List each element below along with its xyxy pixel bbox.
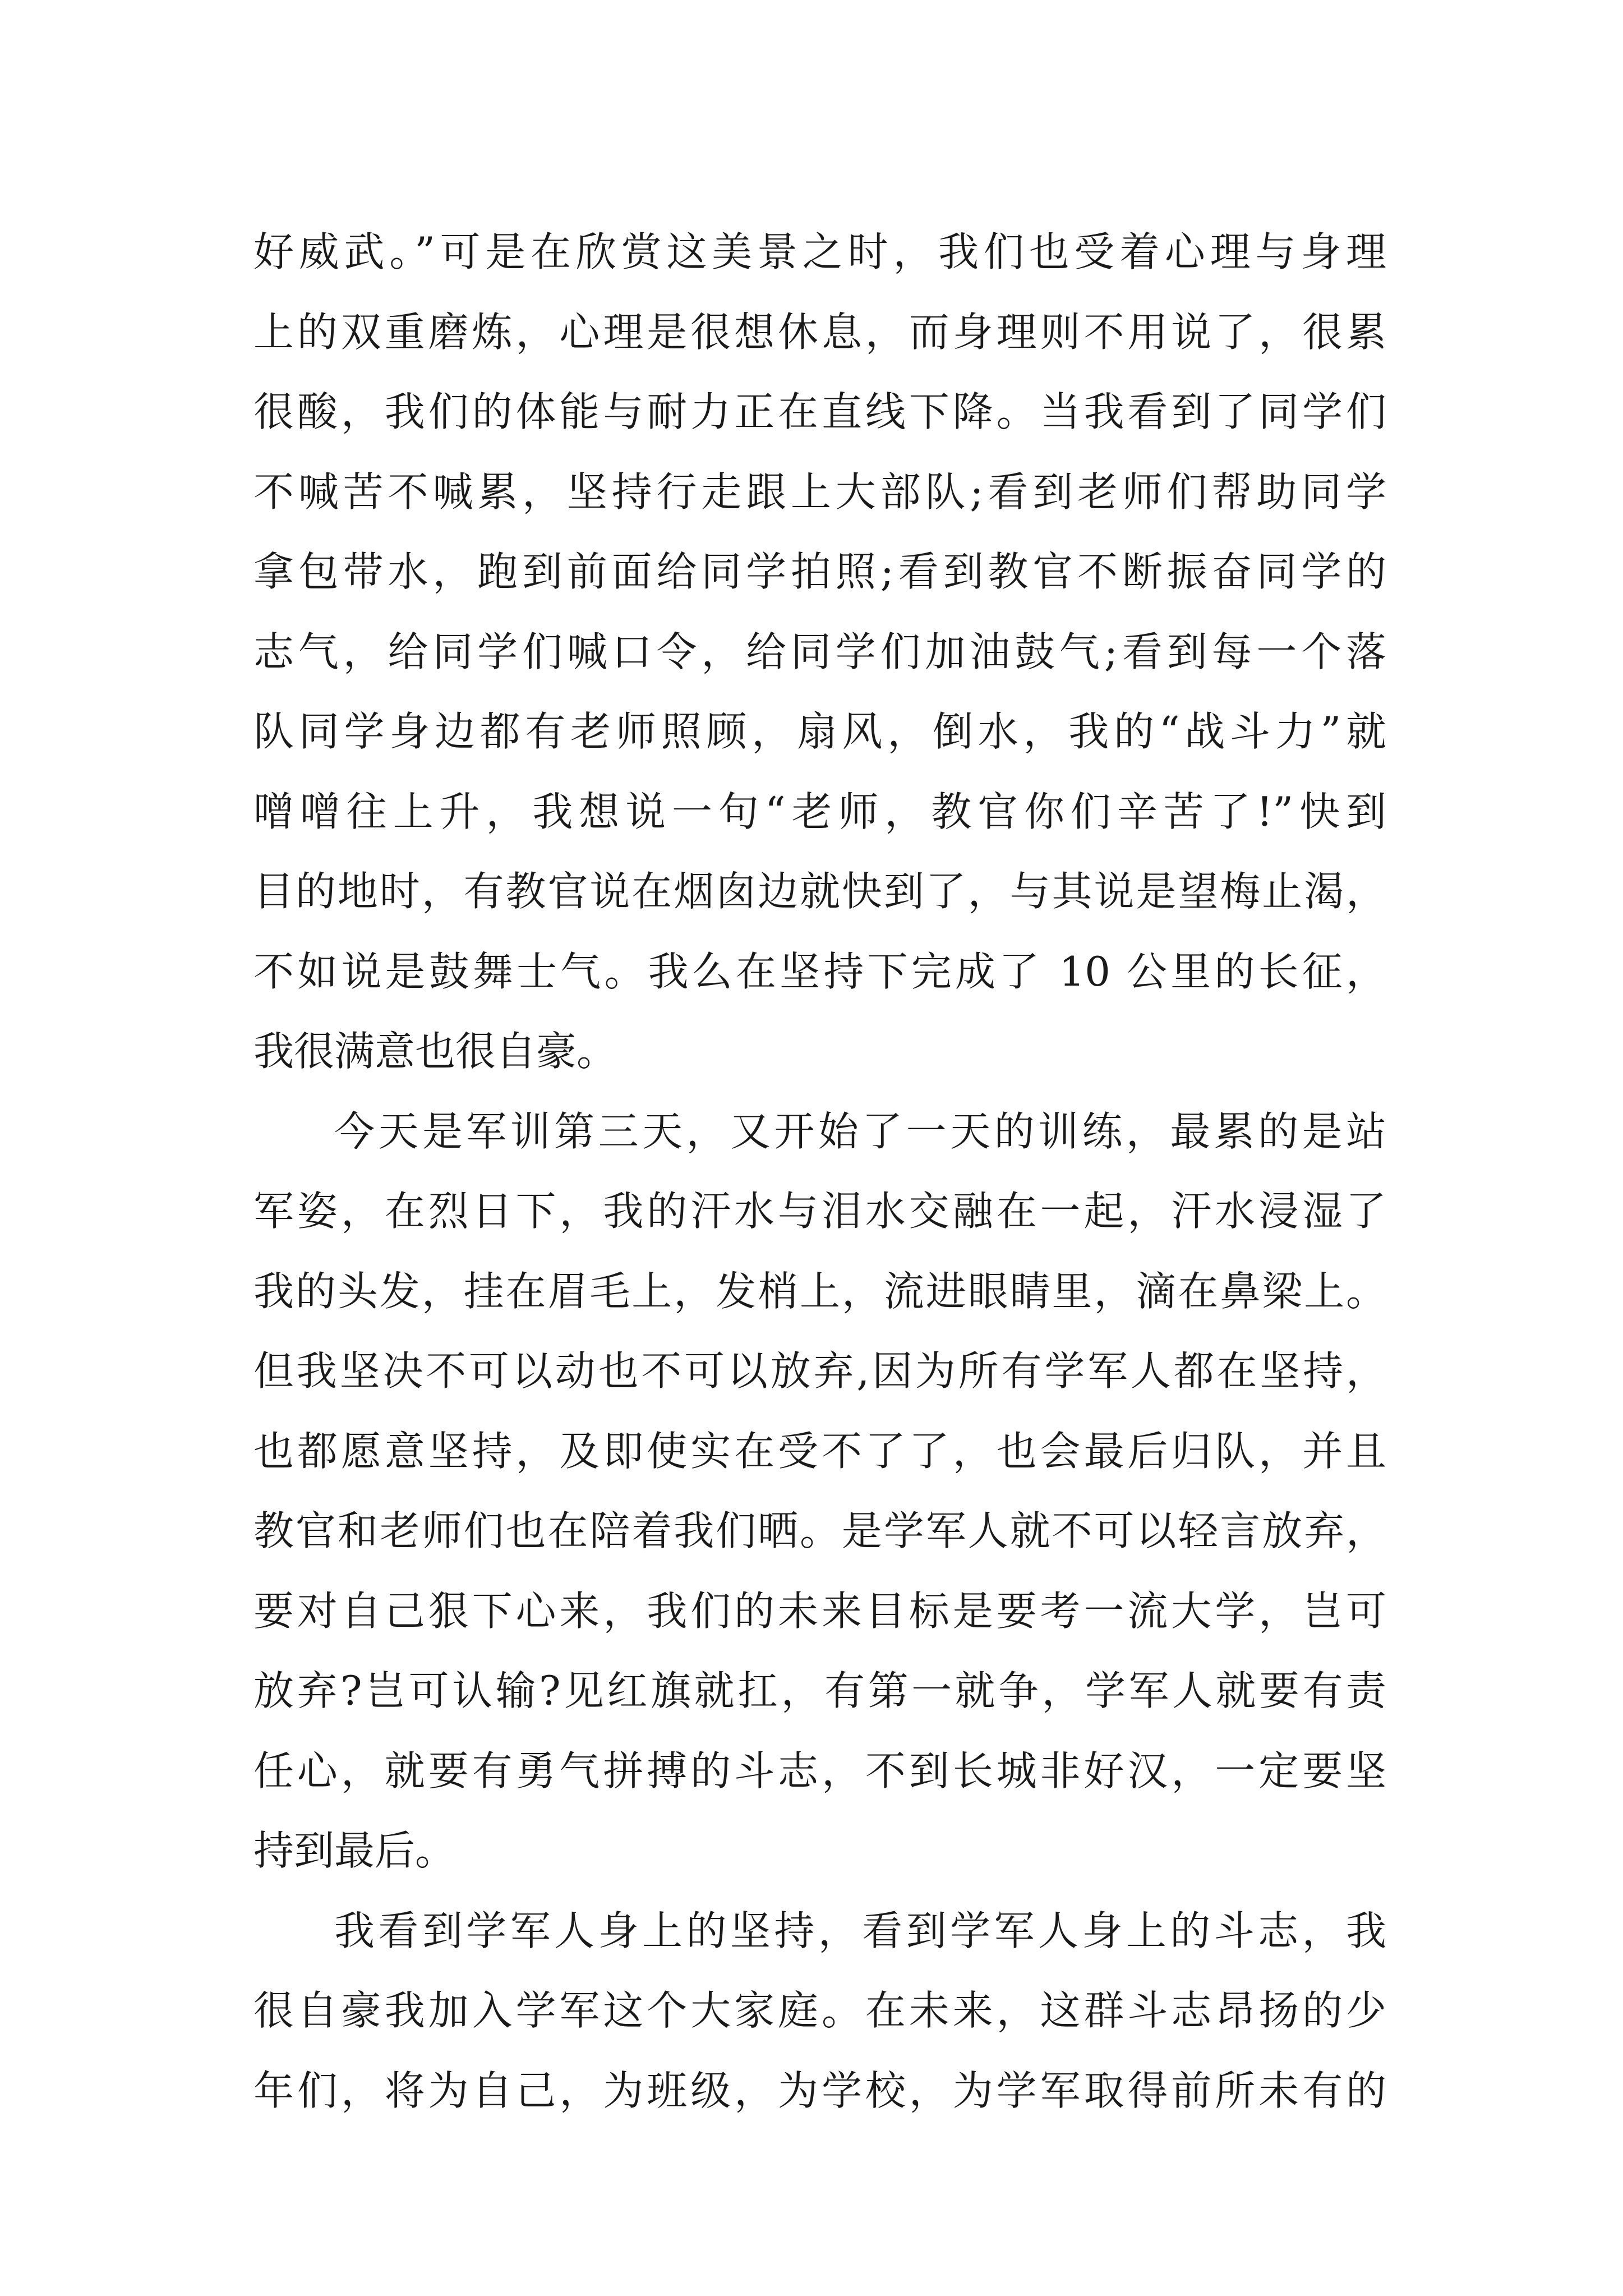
text-line: 但我坚决不可以动也不可以放弃,因为所有学军人都在坚持， (253, 1347, 1386, 1395)
text-line: 噌噌往上升，我想说一句“老师，教官你们辛苦了!”快到 (253, 788, 1386, 835)
text-line: 拿包带水，跑到前面给同学拍照;看到教官不断振奋同学的 (253, 548, 1386, 595)
text-line: 我看到学军人身上的坚持，看到学军人身上的斗志，我 (334, 1907, 1386, 1954)
paragraph-1 (253, 212, 1386, 1092)
paragraph-3 (253, 1891, 1386, 2131)
text-line: 队同学身边都有老师照顾，扇风，倒水，我的“战斗力”就 (253, 708, 1386, 755)
text-line: 我很满意也很自豪。 (253, 1028, 617, 1075)
text-line: 志气，给同学们喊口令，给同学们加油鼓气;看到每一个落 (253, 628, 1386, 675)
text-line: 持到最后。 (253, 1827, 456, 1874)
body-text (253, 212, 1386, 2131)
text-line: 目的地时，有教官说在烟囱边就快到了，与其说是望梅止渴， (253, 868, 1386, 915)
text-line: 也都愿意坚持，及即使实在受不了了，也会最后归队，并且 (253, 1427, 1386, 1475)
text-line: 要对自己狠下心来，我们的未来目标是要考一流大学，岂可 (253, 1587, 1386, 1635)
text-line: 很自豪我加入学军这个大家庭。在未来，这群斗志昂扬的少 (253, 1987, 1386, 2034)
text-line: 我的头发，挂在眉毛上，发梢上，流进眼睛里，滴在鼻梁上。 (253, 1267, 1386, 1315)
text-line: 好威武。”可是在欣赏这美景之时，我们也受着心理与身理 (253, 228, 1386, 275)
paragraph-2 (253, 1092, 1386, 1891)
text-line: 教官和老师们也在陪着我们晒。是学军人就不可以轻言放弃， (253, 1507, 1386, 1554)
text-line: 军姿，在烈日下，我的汗水与泪水交融在一起，汗水浸湿了 (253, 1188, 1386, 1235)
text-line: 年们，将为自己，为班级，为学校，为学军取得前所未有的 (253, 2067, 1386, 2114)
text-line: 放弃?岂可认输?见红旗就扛，有第一就争，学军人就要有责 (253, 1667, 1386, 1714)
text-line: 很酸，我们的体能与耐力正在直线下降。当我看到了同学们 (253, 388, 1386, 435)
text-line: 今天是军训第三天，又开始了一天的训练，最累的是站 (334, 1107, 1386, 1155)
text-line: 不如说是鼓舞士气。我么在坚持下完成了 10 公里的长征， (253, 947, 1386, 995)
text-line: 任心，就要有勇气拼搏的斗志，不到长城非好汉，一定要坚 (253, 1747, 1386, 1795)
text-line: 不喊苦不喊累，坚持行走跟上大部队;看到老师们帮助同学 (253, 468, 1386, 516)
text-line: 上的双重磨炼，心理是很想休息，而身理则不用说了，很累 (253, 308, 1386, 356)
